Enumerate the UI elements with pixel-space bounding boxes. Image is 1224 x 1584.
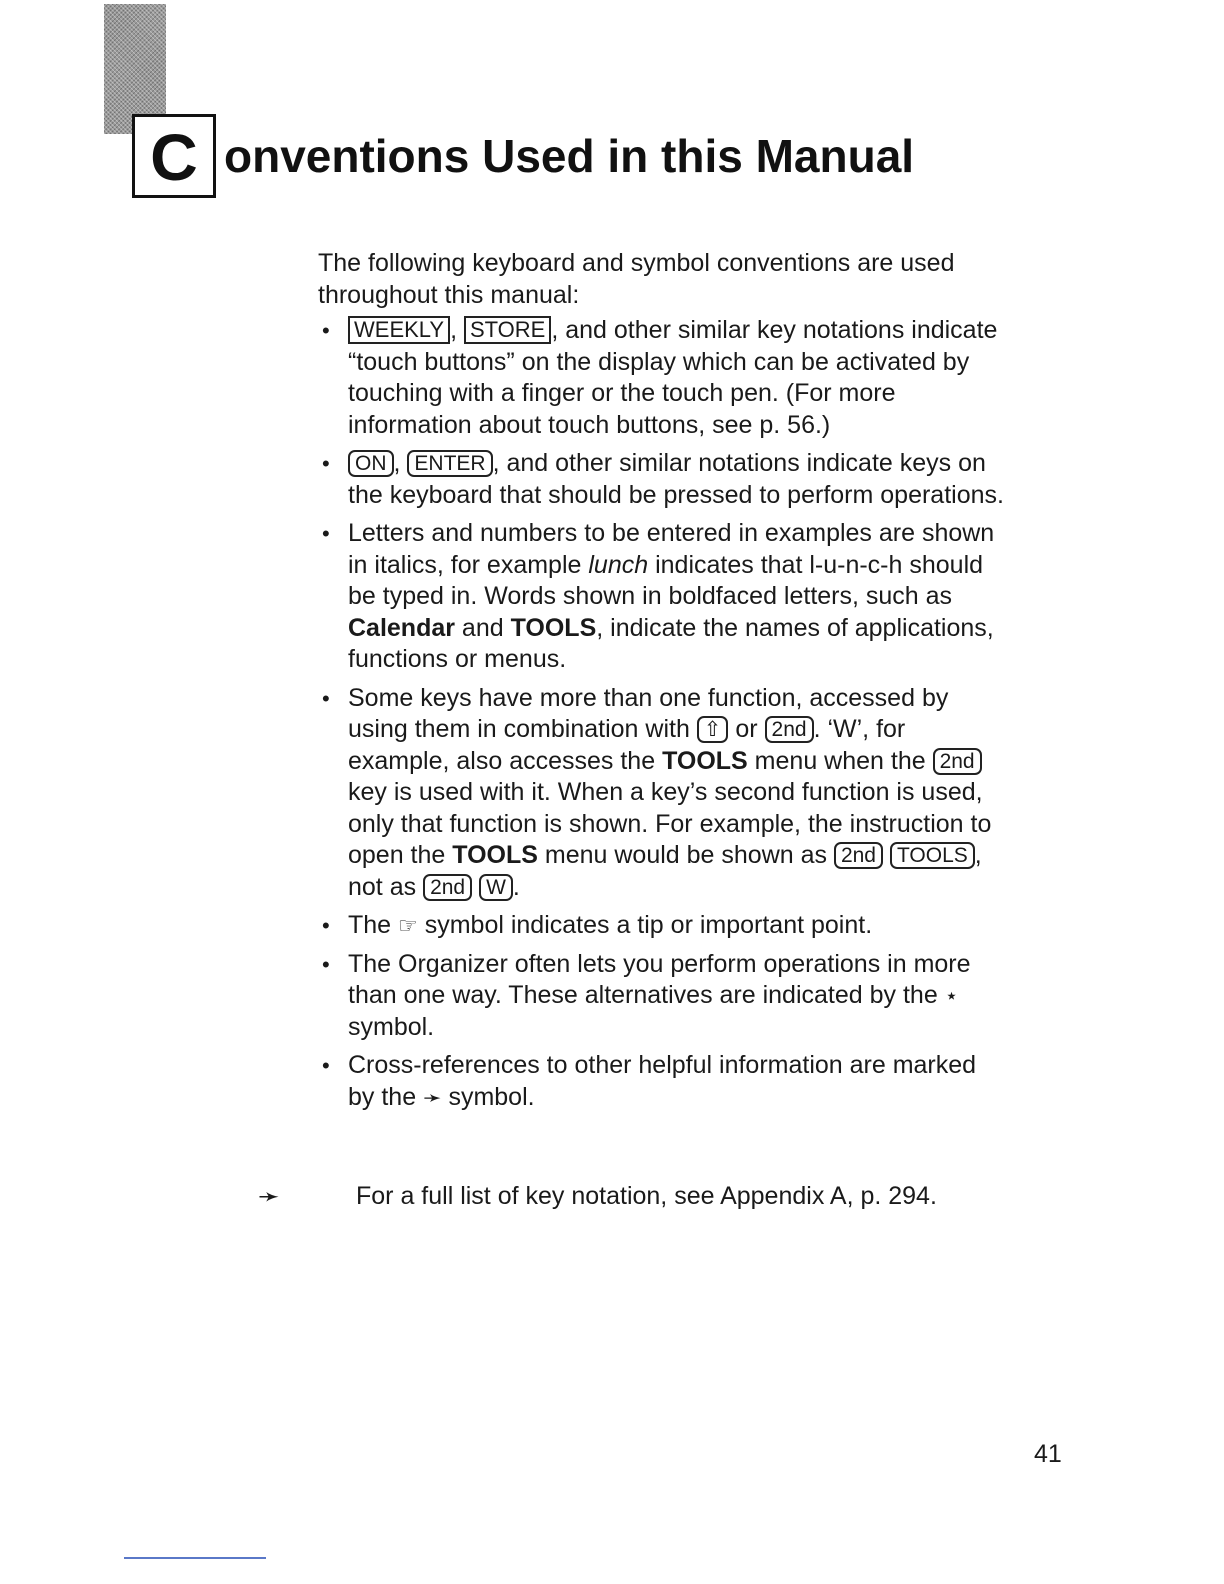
bullet-icon: •: [322, 685, 330, 711]
bullet-icon: •: [322, 913, 330, 938]
alternative-text-2: symbol.: [348, 1012, 435, 1041]
functions-text-2: or: [728, 715, 765, 743]
list-item-keys: [318, 448, 1008, 511]
list-item-functions: [318, 683, 1008, 904]
touch-buttons-text: , and other similar key notations indicate “touch buttons” on the display which can be activated by touching with a finger or the touch pen. (For more information about touch buttons, see p. 56.): [348, 316, 998, 439]
key-on: ON: [348, 450, 394, 477]
conventions-list: [318, 315, 1008, 1113]
intro-paragraph: The following keyboard and symbol conventions are used throughout this manual:: [318, 249, 955, 309]
bullet-icon: •: [322, 521, 330, 546]
key-tools: TOOLS: [890, 842, 975, 869]
tip-text-1: The: [348, 911, 399, 939]
arrow-icon: ➛: [423, 1084, 442, 1110]
key-2nd: 2nd: [933, 748, 982, 775]
functions-text-7: , not as: [348, 841, 982, 901]
bullet-icon: •: [322, 318, 330, 343]
page-number: 41: [1034, 1440, 1062, 1468]
key-2nd: 2nd: [423, 874, 472, 901]
bold-tools: TOOLS: [510, 613, 597, 642]
key-w: W: [479, 874, 513, 901]
footer-rule: [124, 1557, 266, 1559]
key-2nd: 2nd: [834, 842, 883, 869]
list-item-letters: [318, 518, 1008, 676]
functions-text-3: . ‘W’, for example, also accesses the: [348, 715, 906, 775]
crossref-text-2: symbol.: [441, 1082, 535, 1111]
touch-button-weekly: WEEKLY: [348, 316, 450, 344]
functions-text-1: Some keys have more than one function, accessed by using them in combination with: [348, 683, 949, 743]
letters-text-3: and: [454, 613, 511, 642]
footer-note-text: For a full list of key notation, see Appendix A, p. 294.: [356, 1182, 937, 1210]
bullet-icon: •: [322, 1053, 330, 1078]
letters-text-4: , indicate the names of applications, functions or menus.: [348, 613, 994, 673]
list-item-alternative: [318, 949, 1008, 1044]
key-2nd: 2nd: [765, 716, 814, 743]
title-initial-letter: C: [150, 120, 198, 194]
tip-text-2: symbol indicates a tip or important point.: [417, 911, 873, 939]
alternative-text-1: The Organizer often lets you perform operations in more than one way. These alternatives are indicated by the: [348, 949, 971, 1009]
functions-text-4: menu when the: [747, 746, 933, 775]
crossref-text-1: Cross-references to other helpful information are marked by the: [348, 1051, 977, 1111]
list-item-tip: [318, 910, 1008, 942]
bullet-icon: •: [322, 451, 330, 476]
bold-tools: TOOLS: [452, 841, 538, 869]
title-initial-box: [132, 114, 216, 198]
separator: ,: [393, 449, 401, 477]
star-icon: ⋆: [944, 983, 959, 1008]
functions-text-5: key is used with it. When a key’s second function is used, only that function is shown. For example, the instruction to open the: [348, 778, 992, 869]
bullet-icon: •: [322, 951, 330, 977]
keys-text: , and other similar notations indicate keys on the keyboard that should be pressed to perform operations.: [348, 449, 1004, 509]
page-title: onventions Used in this Manual: [224, 130, 915, 182]
separator: ,: [450, 316, 458, 344]
bold-tools: TOOLS: [662, 746, 748, 775]
list-item-crossref: [318, 1050, 1008, 1113]
italic-example: lunch: [588, 550, 649, 579]
key-enter: ENTER: [407, 450, 492, 477]
bold-calendar: Calendar: [348, 613, 455, 642]
functions-text-6: menu would be shown as: [537, 841, 834, 869]
letters-text-1: Letters and numbers to be entered in examples are shown in italics, for example: [348, 519, 995, 579]
touch-button-store: STORE: [464, 316, 551, 344]
functions-text-8: .: [512, 872, 520, 901]
shift-key-icon: ⇧: [697, 716, 729, 743]
pointing-hand-icon: ☞: [398, 913, 418, 938]
list-item-touch-buttons: [318, 315, 1008, 441]
letters-text-2: indicates that l-u-n-c-h should be typed in. Words shown in boldfaced letters, such as: [348, 550, 984, 610]
main-content: [318, 248, 1008, 1120]
arrow-icon: ➛: [258, 1181, 280, 1211]
